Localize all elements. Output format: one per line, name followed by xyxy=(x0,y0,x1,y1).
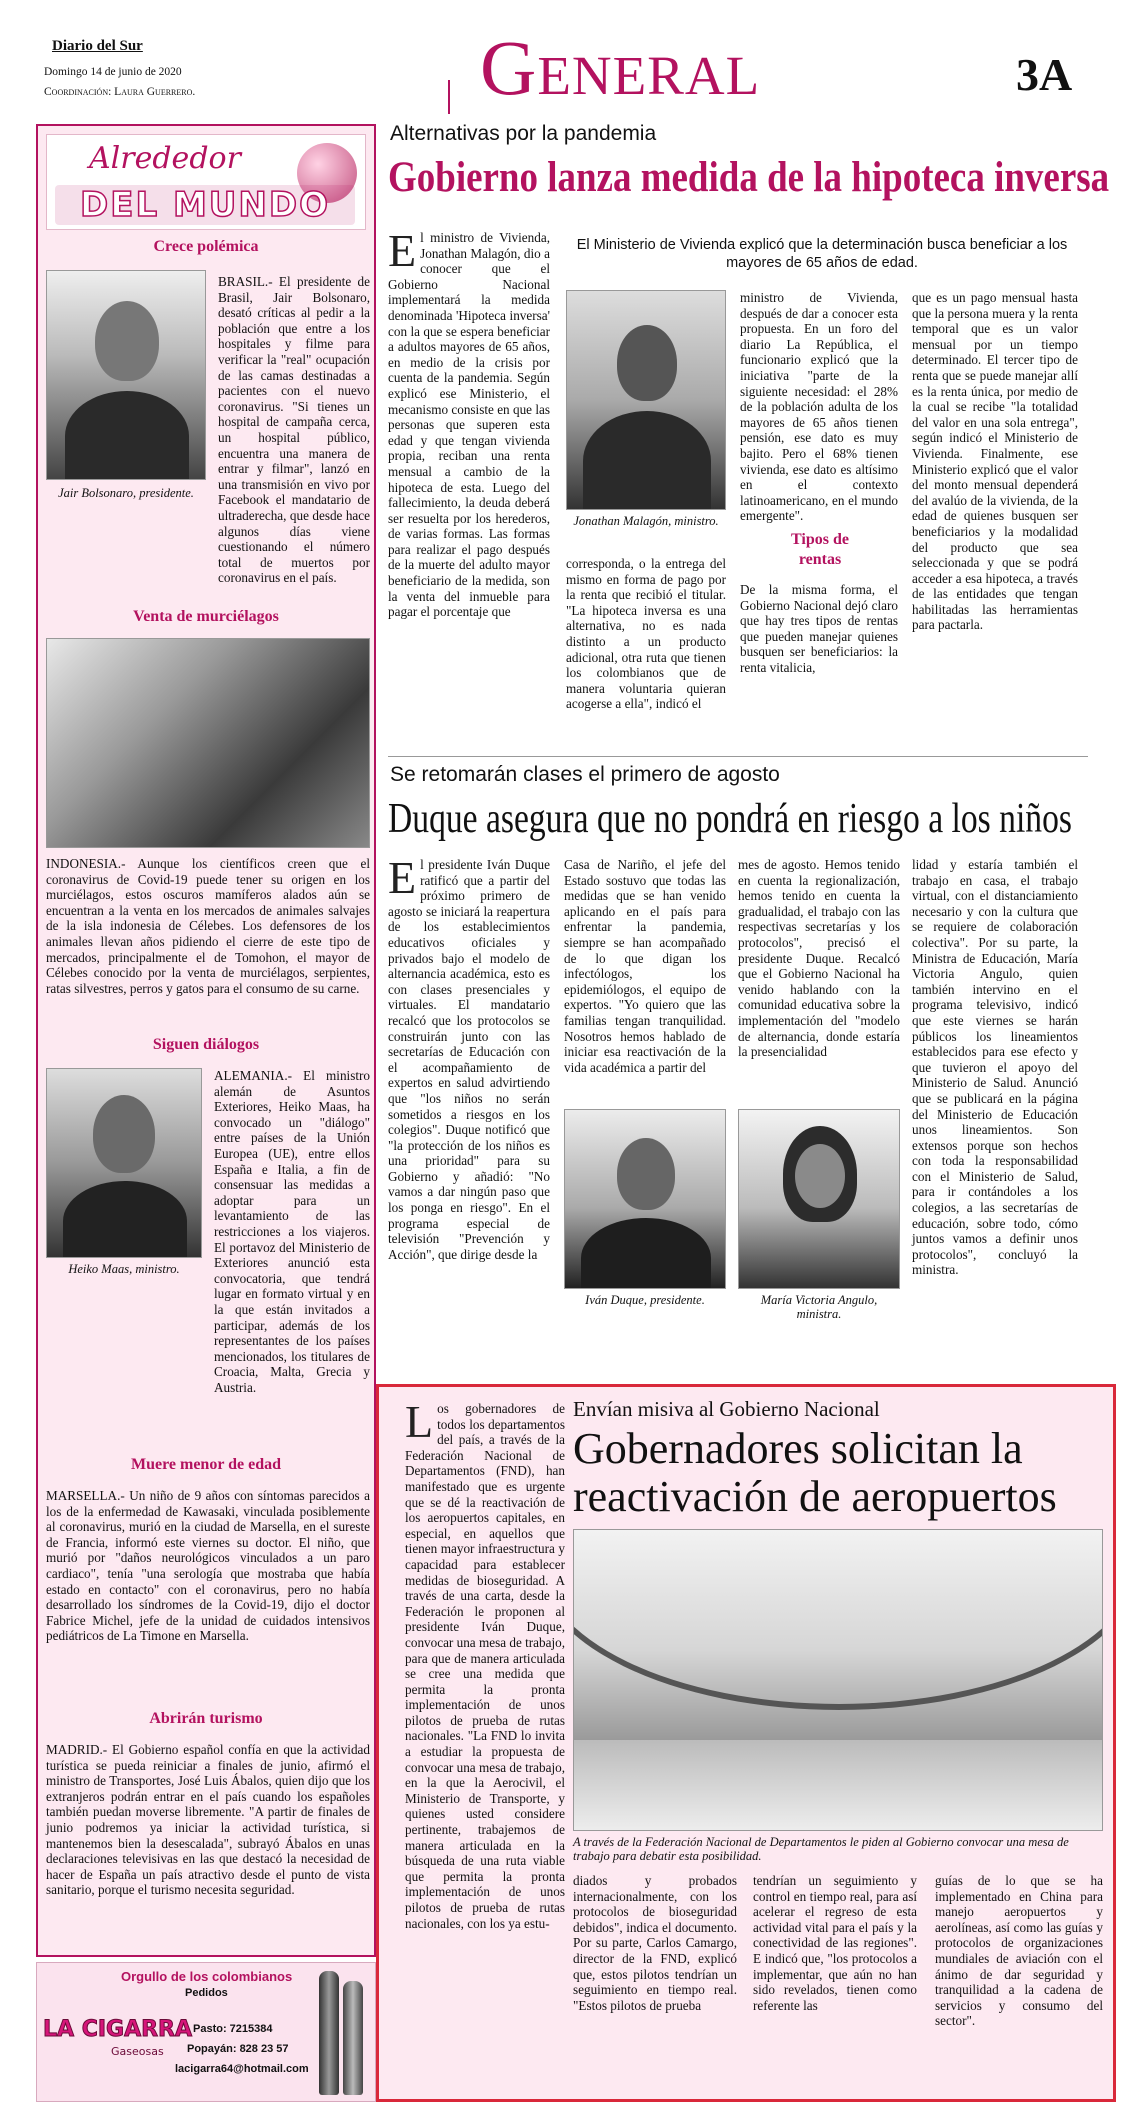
article-column: tendrían un seguimiento y control en tiempo real, para así acelerar el regreso de esta actividad vital para el país y la conectividad de las regiones". E indicó que, "los protocolos a implementar, que aún no han sido revelados, tienen como referente las xyxy=(753,1873,917,2013)
photo-jonathan-malagon xyxy=(566,290,726,510)
article-column xyxy=(388,225,550,620)
article-column: lidad y estaría también el trabajo en casa, el trabajo virtual, con el distanciamiento necesario y con la cultura que se requiere de colaboración colectiva". Por su parte, la Ministra de Educación, María Victoria Angulo, quien también intervino en el programa televisivo, indicó que este viernes se harán públicos los lineamientos establecidos para ese efecto y que tuvieron el apoyo del Ministerio de Salud. Anunció que se publicará en la página del Ministerio de Educación unos lineamientos. Son extensos porque son hechos con toda la responsabilidad con el Ministerio de Salud, para ir contándoles a los colegios, a las secretarías de educación, sobre todo, cómo juntos vamos a definir unos protocolos", concluyó la ministra. xyxy=(912,857,1078,1278)
sidebar-alrededor-del-mundo xyxy=(36,124,376,1957)
ad-phone: Popayán: 828 23 57 xyxy=(187,2043,289,2055)
photo-caption: María Victoria Angulo, ministra. xyxy=(760,1293,878,1321)
issue-date: Domingo 14 de junio de 2020 xyxy=(44,66,182,78)
article-text: l presidente Iván Duque ratificó que a partir del próximo primero de agosto se iniciará la reapertura de los establecimientos educativos oficiales y privados bajo el modelo de alternancia académica, esto es con clases presenciales y virtuales. El mandatario recalcó que los protocolos se construirán junto con las secretarías de Educación con el acompañamiento de expertos en salud advirtiendo que "los niños no serán sometidos a riesgos en los colegios". Duque notificó que "la protección de los niños es una prioridad" para su Gobierno y añadió: "No vamos a dar ningún paso que los ponga en riesgo". En el programa especial de televisión "Prevención y Acción", que dirige desde la xyxy=(388,857,550,1262)
article-column: diados y probados internacionalmente, con los protocolos de bioseguridad debidos", indica el documento. Por su parte, Carlos Camargo, director de la FND, explicó que, estos pilotos tendrían un seguimiento en tiempo real. "Estos pilotos de prueba xyxy=(573,1873,737,2013)
paper-name: Diario del Sur xyxy=(52,38,143,54)
article-column: ministro de Vivienda, después de dar a conocer esta propuesta. En un foro del diario La República, el funcionario explicó que la iniciativa "parte de la siguiente necesidad: el 28% de la población adulta de los mayores de 65 años tienen pensión, ese dato es muy bajito. Pero el 68% tienen vivienda, ese dato es altísimo en el contexto latinoamericano, en el mundo emergente". xyxy=(740,290,898,524)
photo-caption: Iván Duque, presidente. xyxy=(585,1293,705,1307)
article-duque-clases xyxy=(388,756,1088,1388)
photo-ivan-duque xyxy=(564,1109,726,1289)
sidebar-heading: Abrirán turismo xyxy=(149,1710,263,1727)
article-headline: Duque asegura que no pondrá en riesgo a los niños xyxy=(388,796,1072,842)
ad-brand: LA CIGARRA xyxy=(43,2017,193,2042)
page-number: 3A xyxy=(1016,49,1073,100)
sidebar-photo-caption: Heiko Maas, ministro. xyxy=(68,1262,180,1276)
drop-cap: E xyxy=(388,225,417,276)
article-hipoteca-inversa xyxy=(388,118,1110,758)
article-column xyxy=(405,1396,566,1931)
article-headline: Gobierno lanza medida de la hipoteca inversa xyxy=(388,154,1110,201)
article-column: Casa de Nariño, el jefe del Estado sostuvo que todas las medidas que se han venido aplicando en el país para enfrentar la pandemia, siempre se han acompañado de lo que digan los infectólogos, los epidemiólogos, el equipo de expertos. "Yo quiero que las familias tengan tranquilidad. Nosotros hemos hablado de iniciar esa reactivación de la vida académica a partir del xyxy=(564,857,726,1075)
bottle-icon xyxy=(319,1971,339,2095)
sidebar-item-text: ALEMANIA.- El ministro alemán de Asuntos Exteriores, Heiko Maas, ha convocado un "diálogo" entre países de la Unión Europea (UE), entre ellos España e Italia, a fin de consensuar las medidas a adoptar para un levantamiento de las restricciones a los viajeros. El portavoz del Ministerio de Exteriores anunció esta convocatoria, que tendrá lugar en formato virtual y en la que están invitados a participar, además de los representantes de los países mencionados, los titulares de Croacia, Malta, Grecia y Austria. xyxy=(214,1068,370,1395)
article-kicker: Se retomarán clases el primero de agosto xyxy=(390,763,780,786)
article-headline: Gobernadores solicitan la reactivación de aeropuertos xyxy=(573,1424,1057,1521)
advertisement-la-cigarra xyxy=(36,1962,376,2102)
sidebar-item-text: MADRID.- El Gobierno español confía en que la actividad turística se pueda reiniciar a finales de junio, afirmó el ministro de Transportes, José Luis Ábalos, quien dijo que los extranjeros podrán entrar en el país cuando los españoles también puedan moverse libremente. "A partir de finales de junio podremos ya iniciar la actividad turística, si mantenemos bien la desescalada", subrayó Ábalos en unas declaraciones televisivas en las que destacó la necesidad de hacer de España un país atractivo desde el punto de vista sanitario, porque el turismo necesita seguridad. xyxy=(46,1742,370,1898)
terminal-floor xyxy=(574,1740,1103,1831)
portrait-icon xyxy=(617,1138,675,1210)
coordination: Coordinación: Laura Guerrero. xyxy=(44,86,196,98)
ad-brand-sub: Gaseosas xyxy=(111,2045,164,2058)
article-gobernadores-aeropuertos xyxy=(376,1384,1116,2102)
sidebar-heading: Crece polémica xyxy=(153,238,259,255)
article-kicker: Envían misiva al Gobierno Nacional xyxy=(573,1397,880,1421)
portrait-body xyxy=(583,411,711,510)
portrait-face xyxy=(795,1144,845,1208)
bottle-icon xyxy=(343,1981,363,2095)
article-text: os gobernadores de todos los departamentos del país, a través de la Federación Nacional de Departamentos (FND), han manifestado que es urgente que se dé la reactivación de los aeropuertos capitales, en especial, en aquellos que tienen mayor infraestructura y capacidad para establecer medidas de bioseguridad. A través de una carta, desde la Federación le proponen al presidente Iván Duque, convocar una mesa de trabajo, para que de manera articulada se cree una medida que permita la pronta implementación de unos pilotos de prueba de rutas nacionales. "La FND lo invita a estudiar la propuesta de convocar una mesa de trabajo, en la que la Aerocivil, el Ministerio de Transporte, y quienes usted considere pertinente, trabajemos de manera articulada en la búsqueda de una ruta viable que permita la pronta implementación de unos pilotos de prueba de rutas nacionales, con los ya estu- xyxy=(405,1401,566,1931)
photo-airport-terminal xyxy=(573,1529,1103,1831)
photo-caption: A través de la Federación Nacional de Departamentos le piden al Gobierno convocar una mesa de trabajo para debatir esta posibilidad. xyxy=(573,1835,1069,1863)
banner-top-text: Alrededor xyxy=(89,141,241,176)
sidebar-item-text: BRASIL.- El presidente de Brasil, Jair Bolsonaro, desató críticas al pedir a la población que entre a los hospitales y filme para verificar la "real" ocupación de las camas destinadas a pacientes con el nuevo coronavirus. "Si tienes un hospital de campaña cerca, un hospital público, encuentra una manera de entrar y filmar", lanzó en una transmisión en vivo por Facebook el mandatario de ultraderecha, que desde hace algunos días viene cuestionando el número total de muertos por coronavirus en el país. xyxy=(218,274,370,586)
section-title: General xyxy=(480,24,761,111)
article-subhead: Tipos de rentas xyxy=(791,531,849,568)
banner-bottom-text: DEL MUNDO xyxy=(55,185,355,225)
sidebar-photo-caption: Jair Bolsonaro, presidente. xyxy=(58,486,194,500)
article-column xyxy=(388,852,550,1262)
portrait-icon xyxy=(617,325,677,401)
portrait-body xyxy=(581,1218,711,1289)
article-deck: El Ministerio de Vivienda explicó que la determinación busca beneficiar a los mayores de 65 años de edad. xyxy=(576,237,1068,271)
drop-cap: L xyxy=(405,1396,434,1447)
sidebar-heading: Venta de murciélagos xyxy=(133,608,279,625)
sidebar-item-text: INDONESIA.- Aunque los científicos creen que el coronavirus de Covid-19 puede tener su origen en los murciélagos, estos oscuros mamíferos alados aún se encuentran a la venta en los mercados de animales salvajes de la isla indonesia de Célebes. Los defensores de los animales llevan años pidiendo el cierre de este tipo de mercados, principalmente el de Tomohon, el mayor de Célebes conocido por la venta de murciélagos, serpientes, ratas silvestres, perros y gatos para el consumo de su carne. xyxy=(46,856,370,996)
ad-phone: Pasto: 7215384 xyxy=(193,2023,273,2035)
sidebar-item-text: MARSELLA.- Un niño de 9 años con síntomas parecidos a los de la enfermedad de Kawasaki, vinculada posiblemente al coronavirus, murió en la ciudad de Marsella, en el sureste de Francia, informó este viernes su doctor. El niño, que murió por "daños neurológicos vinculados a un paro cardiaco", tenía "una serología que mostraba que había estado en contacto" con el coronavirus, pero no había desarrollado los síndromes de la Covid-19, dijo el doctor Fabrice Michel, jefe de la unidad de cuidados intensivos pediátricos de La Timone en Marsella. xyxy=(46,1488,370,1644)
masthead-divider xyxy=(448,80,450,114)
article-text: l ministro de Vivienda, Jonathan Malagón, dio a conocer que el Gobierno Nacional implementará la medida denominada 'Hipoteca inversa' con la que se espera beneficiar a adultos mayores de 65 años, en medio de la crisis por cuenta de la pandemia. Según explicó ese Ministerio, el mecanismo consiste en que las personas que superen esta edad y que tengan vivienda propia, reciban una renta mensual a cambio de la hipoteca de esta. Luego del fallecimiento, la deuda deberá ser resuelta por los herederos, de varias formas. Las formas para realizar el pago después de la muerte del adulto mayor beneficiario de la medida, son la venta del inmueble para pagar el porcentaje que xyxy=(388,230,550,620)
article-column: De la misma forma, el Gobierno Nacional dejó claro que hay tres tipos de rentas que pueden manejar quienes busquen ser beneficiarios: la renta vitalicia, xyxy=(740,582,898,675)
article-column: guías de lo que se ha implementado en China para manejo aeropuertos y aerolíneas, así como las guías y protocolos de organizaciones mundiales de aviación con el ánimo de dar seguridad y tranquilidad a la cadena de servicios y consumo del sector". xyxy=(935,1873,1103,2029)
sidebar-heading: Siguen diálogos xyxy=(152,1036,260,1053)
photo-maria-victoria-angulo xyxy=(738,1109,900,1289)
article-column: que es un pago mensual hasta que la persona muera y la renta temporal que es un valor mensual por un tiempo determinado. El tercer tipo de renta que se puede manejar allí es la renta única, por medio de la cual se recibe "la totalidad del valor en una sola entrega", según indicó el Ministerio de Vivienda. Finalmente, ese Ministerio explicó que el valor del monto mensual dependerá del avalúo de la vivienda, de la edad de quienes busquen ser beneficiarios y la modalidad del producto que sea seleccionada y que se podrá acceder a esa hipoteca, a través de las entidades que tengan habilitadas las herramientas para pactarla. xyxy=(912,290,1078,633)
article-column: mes de agosto. Hemos tenido en cuenta la regionalización, hemos tenido en cuenta la gradualidad, el trabajo con las respectivas secretarías y los protocolos", precisó el presidente Duque. Recalcó que el Gobierno Nacional ha venido hablando con la comunidad educativa sobre la implementación del "modelo de alternancia, donde estaría la presencialidad xyxy=(738,857,900,1060)
drop-cap: E xyxy=(388,852,417,903)
photo-caption: Jonathan Malagón, ministro. xyxy=(573,514,719,528)
ad-slogan: Orgullo de los colombianos xyxy=(121,1969,293,1984)
ad-email: lacigarra64@hotmail.com xyxy=(175,2063,309,2075)
article-kicker: Alternativas por la pandemia xyxy=(390,122,657,145)
sidebar-banner xyxy=(46,134,366,230)
article-column: corresponda, o la entrega del mismo en forma de pago por la renta que recibió el titular. "La hipoteca inversa es una alternativa, no es nada distinto a un producto adicional, otra ruta que tienen los colombianos que de manera voluntaria quieran acogerse a ella", indicó el xyxy=(566,556,726,712)
ad-orders-label: Pedidos xyxy=(185,1987,228,1999)
masthead xyxy=(0,0,1123,118)
sidebar-heading: Muere menor de edad xyxy=(130,1456,282,1473)
sidebar-photo-bat-market xyxy=(46,638,370,848)
terminal-roof-arch xyxy=(573,1529,1103,1710)
